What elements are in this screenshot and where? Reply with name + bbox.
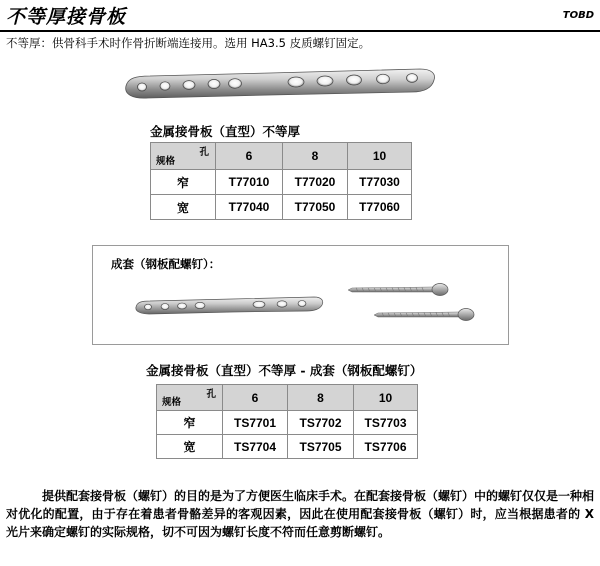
corner-label-holes: 孔 <box>206 389 216 400</box>
table-row <box>151 170 412 195</box>
product-code-cell: T77050 <box>283 195 348 220</box>
column-header: 6 <box>223 385 288 411</box>
screw-image <box>372 307 476 321</box>
bone-plate-image <box>120 62 438 104</box>
corner-label-spec: 规格 <box>156 156 176 167</box>
corner-label-spec: 规格 <box>162 397 182 408</box>
column-header: 10 <box>354 385 418 411</box>
product-code-cell: TS7702 <box>288 411 354 435</box>
table-corner-cell <box>151 143 216 170</box>
product-code-cell: T77020 <box>283 170 348 195</box>
row-label: 窄 <box>157 411 223 435</box>
product-code-cell: T77040 <box>216 195 283 220</box>
product-code: TOBD <box>562 10 594 21</box>
product-code-cell: T77010 <box>216 170 283 195</box>
product-code-cell: TS7706 <box>354 435 418 459</box>
column-header: 8 <box>283 143 348 170</box>
column-header: 8 <box>288 385 354 411</box>
header-divider <box>0 30 600 32</box>
table1-caption: 金属接骨板（直型）不等厚 <box>150 124 301 139</box>
table-row <box>151 195 412 220</box>
kit-plate-image <box>132 292 326 318</box>
table-row <box>157 411 418 435</box>
spec-table-1 <box>150 142 412 220</box>
column-header: 10 <box>348 143 412 170</box>
intro-text: 不等厚：供骨科手术时作骨折断端连接用。选用 HA3.5 皮质螺钉固定。 <box>6 36 371 50</box>
corner-label-holes: 孔 <box>199 147 209 158</box>
product-code-cell: TS7704 <box>223 435 288 459</box>
product-code-cell: TS7703 <box>354 411 418 435</box>
row-label: 宽 <box>157 435 223 459</box>
table-row <box>157 435 418 459</box>
spec-table-2 <box>156 384 418 459</box>
table-corner-cell <box>157 385 223 411</box>
product-code-cell: TS7705 <box>288 435 354 459</box>
column-header: 6 <box>216 143 283 170</box>
product-code-cell: TS7701 <box>223 411 288 435</box>
table2-caption: 金属接骨板（直型）不等厚 - 成套（钢板配螺钉） <box>146 363 423 378</box>
product-code-cell: T77060 <box>348 195 412 220</box>
usage-note: 提供配套接骨板（螺钉）的目的是为了方便医生临床手术。在配套接骨板（螺钉）中的螺钉仅仅是一种相对优化的配置，由于存在着患者骨骼差异的客观因素，因此在使用配套接骨板（螺钉）时，应当根据患者的 X 光片来确定螺钉的实际规格，切不可因为螺钉长度不符而任意剪断螺钉。 <box>6 489 595 539</box>
page-title: 不等厚接骨板 <box>6 6 127 28</box>
row-label: 窄 <box>151 170 216 195</box>
kit-label: 成套（钢板配螺钉）： <box>111 257 221 271</box>
row-label: 宽 <box>151 195 216 220</box>
product-code-cell: T77030 <box>348 170 412 195</box>
screw-image <box>346 282 450 296</box>
